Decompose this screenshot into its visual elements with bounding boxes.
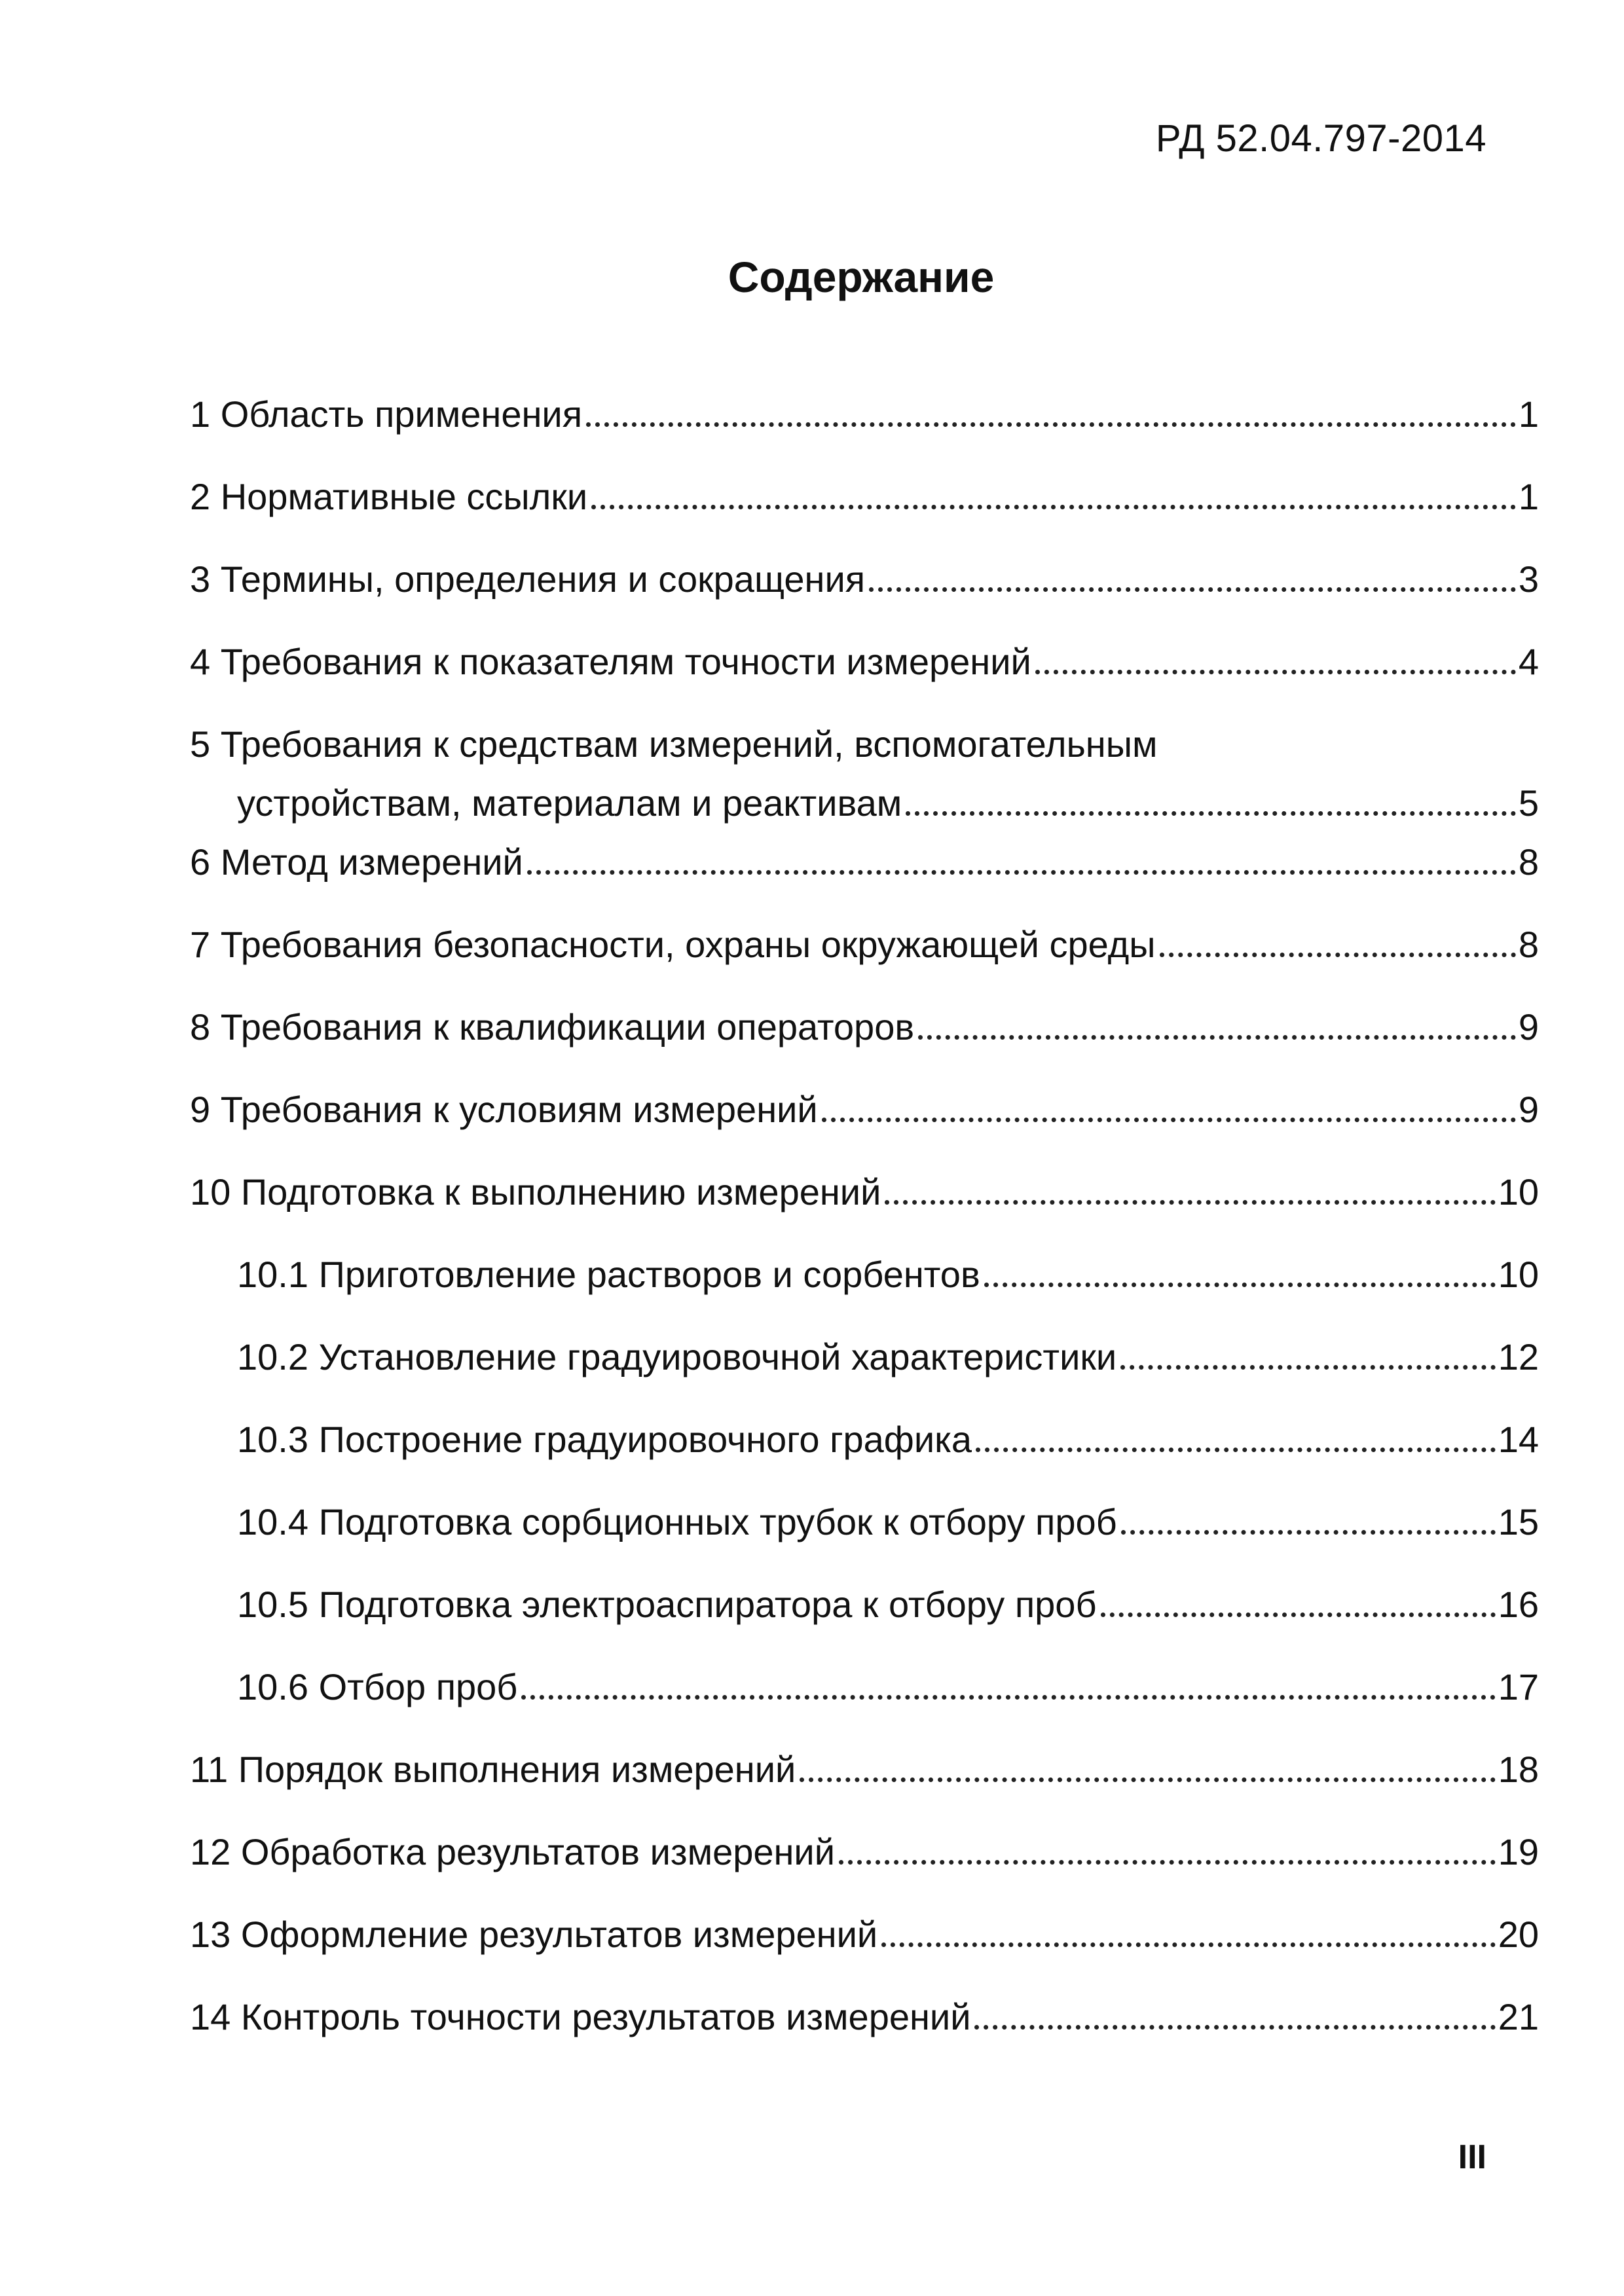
dot-leader — [591, 505, 1516, 509]
toc-entry-10[interactable] — [190, 1171, 1539, 1253]
toc-entry-10-3[interactable] — [190, 1418, 1539, 1501]
toc-entry-6[interactable] — [190, 841, 1539, 923]
toc-entry-title: 8 Требования к квалификации операторов — [190, 1006, 915, 1048]
toc-entry-page: 10 — [1498, 1254, 1539, 1295]
toc-entry-10-4[interactable] — [190, 1501, 1539, 1583]
toc-entry-page: 8 — [1518, 841, 1539, 883]
toc-entry-page: 8 — [1518, 924, 1539, 965]
toc-entry-2[interactable] — [190, 475, 1539, 558]
toc-entry-title-line2: устройствам, материалам и реактивам — [237, 782, 902, 824]
toc-entry-page: 4 — [1518, 641, 1539, 682]
dot-leader — [1160, 953, 1516, 957]
dot-leader — [918, 1035, 1516, 1040]
toc-entry-title: 3 Термины, определения и сокращения — [190, 558, 866, 600]
toc-entry-title: 4 Требования к показателям точности измерений — [190, 641, 1031, 682]
toc-entry-13[interactable] — [190, 1913, 1539, 1995]
toc-entry-title: 6 Метод измерений — [190, 841, 523, 883]
dot-leader — [881, 1942, 1496, 1947]
toc-entry-1[interactable] — [190, 393, 1539, 475]
dot-leader — [974, 2025, 1495, 2030]
toc-entry-page: 21 — [1498, 1996, 1539, 2037]
dot-leader — [976, 1448, 1496, 1452]
dot-leader — [800, 1777, 1495, 1782]
dot-leader — [586, 422, 1516, 427]
toc-entry-page: 18 — [1498, 1749, 1539, 1790]
toc-entry-title: 10 Подготовка к выполнению измерений — [190, 1171, 881, 1212]
dot-leader — [906, 811, 1516, 816]
dot-leader — [1120, 1365, 1496, 1370]
toc-entry-page: 19 — [1498, 1831, 1539, 1872]
dot-leader — [1035, 670, 1516, 674]
toc-entry-title-line1: 5 Требования к средствам измерений, вспомогательным — [190, 723, 1158, 765]
toc-entry-page: 12 — [1498, 1336, 1539, 1377]
toc-entry-10-2[interactable] — [190, 1336, 1539, 1418]
toc-entry-page: 14 — [1498, 1419, 1539, 1460]
toc-title: Содержание — [728, 253, 995, 301]
toc-entry-title: 14 Контроль точности результатов измерений — [190, 1996, 971, 2037]
dot-leader — [1121, 1530, 1496, 1535]
table-of-contents — [190, 393, 1539, 2078]
toc-entry-title: 10.1 Приготовление растворов и сорбентов — [237, 1254, 980, 1295]
toc-entry-title: 10.6 Отбор проб — [237, 1666, 518, 1707]
toc-entry-title: 10.3 Построение градуировочного графика — [237, 1419, 972, 1460]
toc-entry-11[interactable] — [190, 1748, 1539, 1831]
toc-entry-title: 13 Оформление результатов измерений — [190, 1914, 878, 1955]
toc-entry-title: 10.4 Подготовка сорбционных трубок к отбору проб — [237, 1501, 1117, 1542]
dot-leader — [527, 870, 1516, 875]
toc-entry-title: 12 Обработка результатов измерений — [190, 1831, 835, 1872]
toc-entry-page: 10 — [1498, 1171, 1539, 1212]
toc-entry-3[interactable] — [190, 558, 1539, 640]
toc-entry-title: 10.2 Установление градуировочной характеристики — [237, 1336, 1117, 1377]
toc-entry-14[interactable] — [190, 1995, 1539, 2078]
toc-entry-title: 9 Требования к условиям измерений — [190, 1089, 818, 1130]
toc-entry-title: 11 Порядок выполнения измерений — [190, 1749, 796, 1790]
toc-entry-4[interactable] — [190, 640, 1539, 723]
dot-leader — [822, 1118, 1516, 1122]
toc-entry-page: 20 — [1498, 1914, 1539, 1955]
toc-entry-10-1[interactable] — [190, 1253, 1539, 1336]
page-number: III — [1458, 2138, 1486, 2176]
toc-entry-title: 7 Требования безопасности, охраны окружающей среды — [190, 924, 1156, 965]
toc-entry-7[interactable] — [190, 923, 1539, 1006]
toc-entry-10-6[interactable] — [190, 1666, 1539, 1748]
dot-leader — [1101, 1613, 1496, 1617]
toc-entry-page: 3 — [1518, 558, 1539, 600]
toc-entry-page: 9 — [1518, 1089, 1539, 1130]
toc-entry-page: 1 — [1518, 476, 1539, 517]
toc-entry-9[interactable] — [190, 1088, 1539, 1171]
dot-leader — [885, 1200, 1495, 1205]
toc-entry-title: 10.5 Подготовка электроаспиратора к отбору проб — [237, 1584, 1097, 1625]
dot-leader — [839, 1860, 1496, 1865]
toc-entry-5[interactable] — [190, 723, 1539, 841]
toc-entry-title: 1 Область применения — [190, 393, 583, 435]
toc-entry-page: 5 — [1518, 782, 1539, 824]
toc-entry-8[interactable] — [190, 1006, 1539, 1088]
toc-entry-page: 16 — [1498, 1584, 1539, 1625]
toc-entry-10-5[interactable] — [190, 1583, 1539, 1666]
dot-leader — [869, 587, 1516, 592]
dot-leader — [521, 1695, 1495, 1700]
toc-entry-title: 2 Нормативные ссылки — [190, 476, 588, 517]
toc-entry-page: 9 — [1518, 1006, 1539, 1048]
dot-leader — [984, 1283, 1496, 1287]
toc-entry-page: 1 — [1518, 393, 1539, 435]
toc-entry-page: 17 — [1498, 1666, 1539, 1707]
document-code: РД 52.04.797-2014 — [1155, 117, 1486, 160]
toc-entry-page: 15 — [1498, 1501, 1539, 1542]
toc-entry-12[interactable] — [190, 1831, 1539, 1913]
